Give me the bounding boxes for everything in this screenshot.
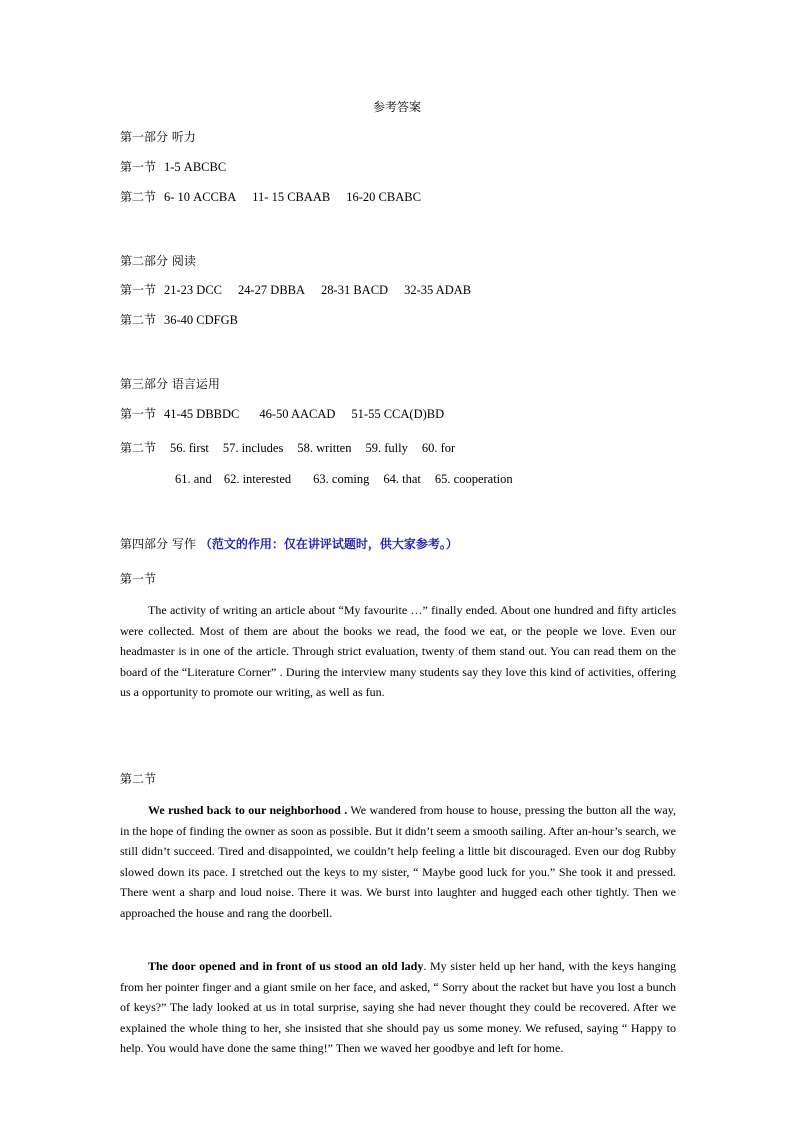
part1-section1: [120, 159, 226, 175]
section-label: 第一节: [120, 160, 157, 174]
answer-item: 56. first: [170, 441, 209, 455]
answer-group: 24-27 DBBA: [238, 283, 306, 297]
answer-group: 6- 10 ACCBA: [164, 190, 237, 204]
part4-section2-paragraph2: [120, 956, 676, 1059]
answer-group: 51-55 CCA(D)BD: [351, 407, 445, 421]
paragraph-body: We wandered from house to house, pressing the button all the way, in the hope of finding the owner as soon as possible. But it didn’t seem a smooth sailing. After an-hour’s search, we still didn’t succeed. Tired and disappointed, we couldn’t help feeling a little bit discouraged. Even our dog Rubby slowed down its pace. I stretched out the keys to my sister, “ Maybe good luck for you.” She took it and pressed. There went a sharp and loud noise. There it was. We burst into laughter and hugged each other tightly. Then we approached the house and rang the doorbell.: [120, 803, 676, 920]
part2-heading: 第二部分 阅读: [120, 254, 196, 268]
answer-group: 1-5 ABCBC: [164, 160, 227, 174]
part4-section2-paragraph1: [120, 800, 676, 924]
paragraph-opening: We rushed back to our neighborhood .: [148, 803, 348, 817]
part4-section2-label: 第二节: [120, 772, 157, 786]
answer-item: 60. for: [421, 441, 456, 455]
answer-group: 46-50 AACAD: [259, 407, 336, 421]
answer-group: 11- 15 CBAAB: [252, 190, 331, 204]
page-title: 参考答案: [372, 100, 421, 114]
answer-item: 58. written: [297, 441, 352, 455]
part4-section1-label: 第一节: [120, 572, 157, 586]
section-label: 第二节: [120, 313, 157, 327]
answer-item: 59. fully: [365, 441, 408, 455]
part3-heading: 第三部分 语言运用: [120, 377, 220, 391]
answer-item: 61. and: [175, 472, 212, 486]
answer-item: 57. includes: [222, 441, 284, 455]
answer-group: 32-35 ADAB: [404, 283, 472, 297]
answer-item: 64. that: [383, 472, 421, 486]
section-label: 第二节: [120, 441, 157, 455]
answer-group: 16-20 CBABC: [346, 190, 421, 204]
part3-section2-row2: [175, 471, 513, 487]
answer-group: 21-23 DCC: [164, 283, 223, 297]
paragraph-body: . My sister held up her hand, with the keys hanging from her pointer finger and a giant smile on her face, and asked, “ Sorry about the racket but have you lost a bunch of keys?” The lady looked at us in total surprise, saying she had never thought they could be recovered. After we explained the whole thing to her, she insisted that she should pay us some money. We refused, saying “ Happy to help. You would have done the same thing!” Then we waved her goodbye and left for home.: [120, 959, 676, 1056]
section-label: 第一节: [120, 407, 157, 421]
part4-heading: 第四部分 写作: [120, 537, 196, 551]
part3-section1: [120, 406, 444, 422]
section-label: 第一节: [120, 283, 157, 297]
part2-section1: [120, 282, 471, 298]
answer-item: 65. cooperation: [434, 472, 513, 486]
part1-heading: 第一部分 听力: [120, 130, 196, 144]
answer-item: 62. interested: [223, 472, 292, 486]
answer-group: 36-40 CDFGB: [164, 313, 238, 327]
answer-group: 41-45 DBBDC: [164, 407, 240, 421]
part1-section2: [120, 189, 421, 205]
section-label: 第二节: [120, 190, 157, 204]
part4-heading-line: [120, 536, 458, 552]
answer-item: 63. coming: [313, 472, 370, 486]
answer-group: 28-31 BACD: [321, 283, 389, 297]
part4-section1-essay: The activity of writing an article about “My favourite …” finally ended. About one hundred and fifty articles were collected. Most of them are about the books we read, the food we eat, or the people we love. Even our headmaster is in one of the article. Through strict evaluation, twenty of them stand out. You can read them on the board of the “Literature Corner” . During the interview many students say they love this kind of activities, offering us a opportunity to promote our writing, as well as fun.: [120, 603, 676, 700]
part2-section2: [120, 312, 238, 328]
paragraph-opening: The door opened and in front of us stood an old lady: [148, 959, 424, 973]
part4-note: （范文的作用：仅在讲评试题时，供大家参考。）: [199, 537, 458, 551]
part3-section2-row1: [120, 440, 455, 456]
